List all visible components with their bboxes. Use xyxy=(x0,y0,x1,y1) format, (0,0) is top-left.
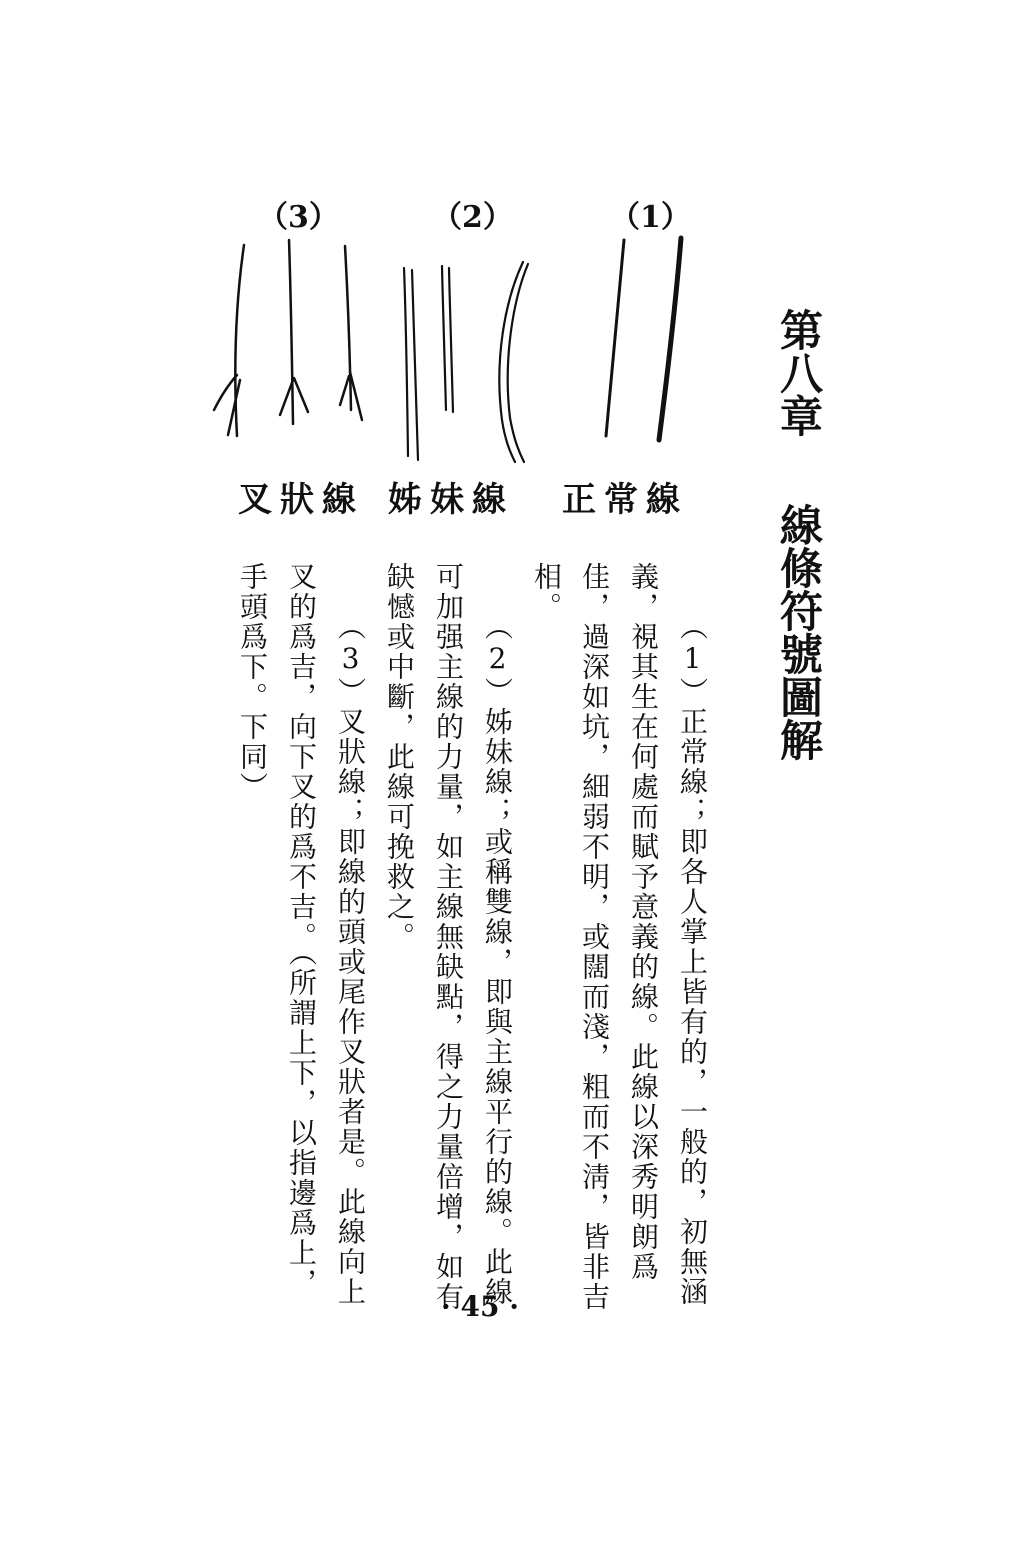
body-column-2: 義，視其生在何處而賦予意義的線。此線以深秀明朗爲 xyxy=(627,562,660,1282)
normal-line-drawing xyxy=(606,238,681,440)
figure-number-1: （1） xyxy=(610,200,691,235)
body-column-6: 可加强主線的力量，如主線無缺點，得之力量倍增，如有 xyxy=(432,562,465,1312)
chapter-number: 第八章 xyxy=(773,308,823,437)
body-column-7: 缺憾或中斷，此線可挽救之。 xyxy=(383,562,416,952)
body-column-9: 叉的爲吉，向下叉的爲不吉。（所謂上下，以指邊爲上， xyxy=(285,562,318,1298)
chapter-title: 線條符號圖解 xyxy=(773,503,823,761)
forked-line-drawing xyxy=(214,240,362,436)
figure-caption-1: 正常線 xyxy=(562,480,688,520)
body-column-8: （3）叉狀線；即線的頭或尾作叉狀者是。此線向上 xyxy=(334,612,367,1307)
figure-number-2: （2） xyxy=(432,200,513,235)
body-column-1: （1）正常線；即各人掌上皆有的，一般的，初無涵 xyxy=(676,612,709,1307)
body-column-4: 相。 xyxy=(530,562,563,622)
figure-number-3: （3） xyxy=(258,200,339,235)
page-number: · 45 · xyxy=(441,1290,519,1323)
sister-line-drawing xyxy=(404,262,528,462)
body-column-10: 手頭爲下。下同） xyxy=(236,562,269,802)
body-column-5: （2）姊妹線；或稱雙線，即與主線平行的線。此線 xyxy=(481,612,514,1307)
figure-caption-3: 叉狀線 xyxy=(238,480,364,520)
body-column-3: 佳，過深如坑，細弱不明，或闊而淺，粗而不淸，皆非吉 xyxy=(578,562,611,1312)
figure-caption-2: 姊妹線 xyxy=(388,480,514,520)
